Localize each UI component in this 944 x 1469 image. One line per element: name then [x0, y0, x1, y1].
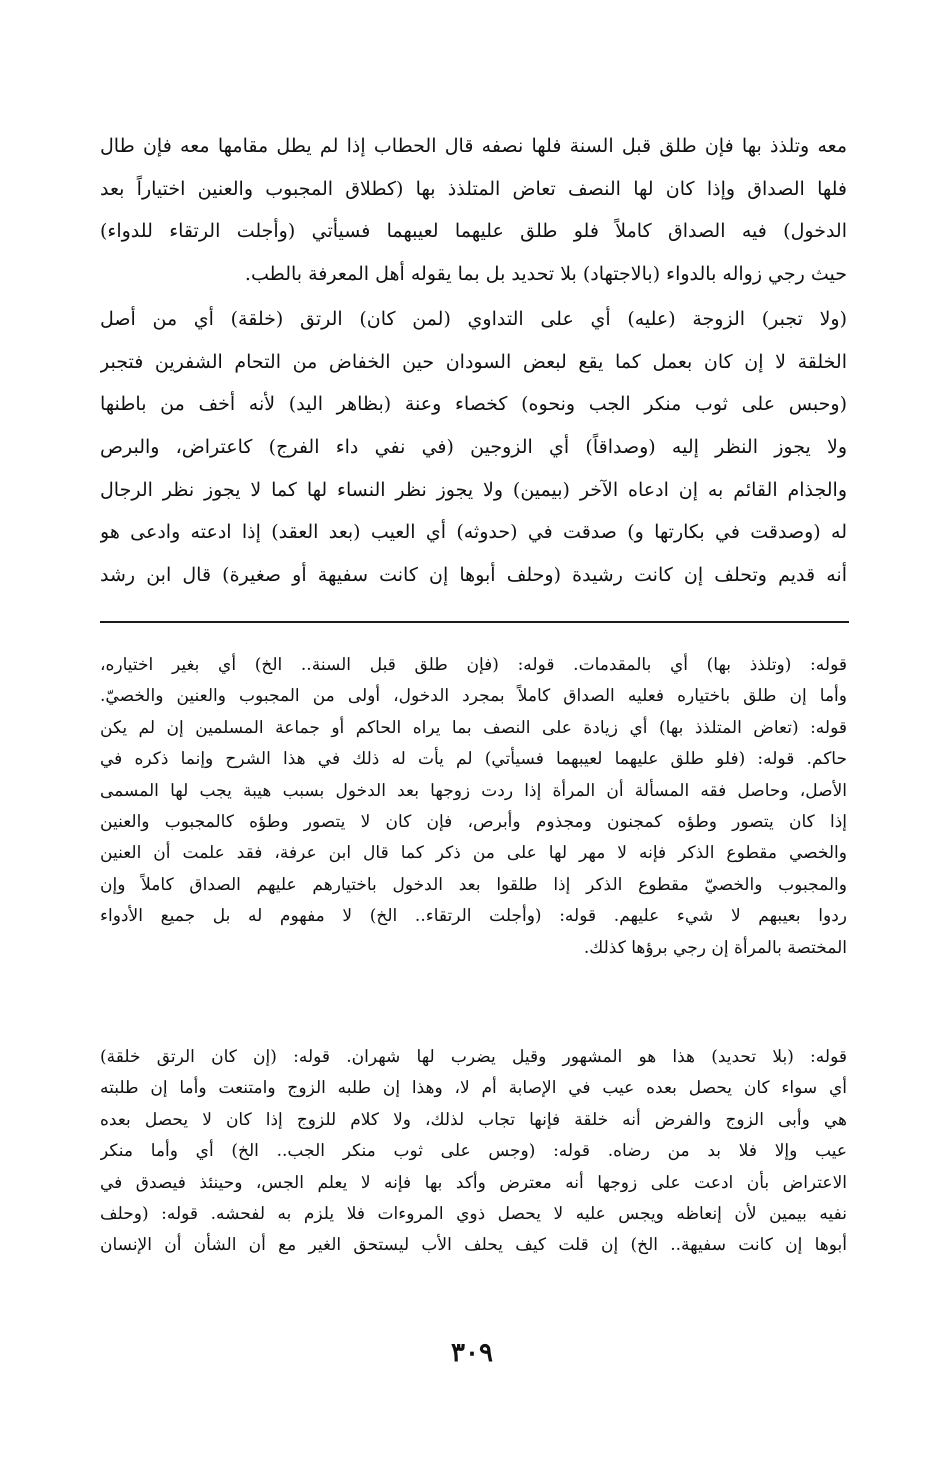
footnote-line: المختصة بالمرأة إن رجي برؤها كذلك.	[583, 937, 847, 958]
footnote-line: أبوها إن كانت سفيهة.. الخ) إن قلت كيف يحلف الأب ليستحق الغير مع أن الشأن أن الإنسان	[100, 1235, 847, 1256]
page-number: ٣٠٩	[451, 1338, 493, 1368]
text-line: والجذام القائم به إن ادعاه الآخر (بيمين) ولا يجوز نظر النساء لها كما لا يجوز نظر الرجال	[100, 478, 847, 501]
footnote-line: عيب وإلا فلا بد من رضاه. قوله: (وجس على ثوب منكر الجب.. الخ) أي وأما منكر	[100, 1141, 847, 1162]
footnote-line: الاعتراض بأن ادعت على زوجها أنه معترض وأكد بها فإنه لا يعلم الجس، وحينئذ فيصدق في	[100, 1172, 847, 1193]
footnote-line: والخصي مقطوع الذكر فإنه لا مهر لها على من ذكر كما قال ابن عرفة، فقد علمت أن العنين	[100, 843, 847, 864]
footnote-divider	[100, 621, 849, 623]
footnote-line: حاكم. قوله: (فلو طلق عليهما لعيبهما فسيأتي) لم يأت له ذلك في هذا الشرح وإنما ذكره في	[100, 749, 847, 770]
text-line: (ولا تجبر) الزوجة (عليه) أي على التداوي (لمن كان) الرتق (خلقة) أي من أصل	[100, 308, 847, 330]
main-text-paragraph-1	[100, 125, 847, 296]
text-line: الخلقة لا إن كان بعمل كما يقع لبعض السودان حين الخفاض من التحام الشفرين فتجبر	[100, 350, 847, 373]
footnote-line: والمجبوب والخصيّ مقطوع الذكر إذا طلقوا بعد الدخول باختيارهم عليهم الصداق كاملاً وإن	[100, 874, 847, 895]
footnote-line: قوله: (بلا تحديد) هذا هو المشهور وقيل يضرب لها شهران. قوله: (إن كان الرتق خلقة)	[100, 1047, 847, 1067]
text-line: ولا يجوز النظر إليه (وصداقاً) أي الزوجين (في نفي داء الفرج) كاعتراض، والبرص	[100, 436, 847, 459]
footnote-2	[100, 1042, 847, 1262]
text-line: فلها الصداق وإذا كان لها النصف تعاض المتلذذ بها (كطلاق المجبوب والعنين اختياراً بعد	[100, 177, 847, 200]
text-line: أنه قديم وتحلف إن كانت رشيدة (وحلف أبوها إن كانت سفيهة أو صغيرة) قال ابن رشد	[100, 564, 847, 587]
footnote-1	[100, 650, 847, 964]
footnote-line: الأصل، وحاصل فقه المسألة أن المرأة إذا ردت زوجها بعد الدخول بسبب هيبة يجب لها المسمى	[100, 780, 847, 801]
main-text-paragraph-2	[100, 298, 847, 597]
text-line: معه وتلذذ بها فإن طلق قبل السنة فلها نصفه قال الحطاب إذا لم يطل مقامها معه فإن طال	[100, 135, 847, 157]
footnote-line: وأما إن طلق باختياره فعليه الصداق كاملاً بمجرد الدخول، أولى من المجبوب والعنين والخصيّ.	[100, 686, 847, 707]
footnote-line: أي سواء كان يحصل بعده عيب في الإصابة أم لا، وهذا إن طلبه الزوج وامتنعت وأما إن طلبته	[100, 1078, 847, 1099]
text-line: حيث رجي زواله بالدواء (بالاجتهاد) بلا تحديد بل بما يقوله أهل المعرفة بالطب.	[244, 263, 847, 286]
footnote-line: قوله: (وتلذذ بها) أي بالمقدمات. قوله: (فإن طلق قبل السنة.. الخ) أي بغير اختياره،	[100, 655, 847, 675]
text-line: الدخول) فيه الصداق كاملاً فلو طلق عليهما لعيبهما فسيأتي (وأجلت الرتقاء للدواء)	[100, 220, 847, 243]
footnote-line: قوله: (تعاض المتلذذ بها) أي زيادة على النصف بما يراه الحاكم أو جماعة المسلمين إن لم يكن	[100, 717, 847, 738]
footnote-line: هي وأبى الزوج والفرض أنه خلقة فإنها تجاب لذلك، ولا كلام للزوج إذا كان لا يحصل بعده	[100, 1109, 847, 1130]
footnote-line: ردوا بعيبهم لا شيء عليهم. قوله: (وأجلت الرتقاء.. الخ) لا مفهوم له بل جميع الأدواء	[100, 906, 847, 927]
text-line: (وحبس على ثوب منكر الجب ونحوه) كخصاء وعنة (بظاهر اليد) لأنه أخف من باطنها	[100, 393, 847, 416]
footnote-line: نفيه بيمين لأن إنعاظه ويجس عليه لا يحصل ذوي المروءات فلا يلزم به لفحشه. قوله: (وحلف	[100, 1203, 847, 1224]
text-line: له (وصدقت في بكارتها و) صدقت في (حدوثه) أي العيب (بعد العقد) إذا ادعته وادعى هو	[100, 521, 847, 544]
footnote-line: إذا كان يتصور وطؤه كمجنون ومجذوم وأبرص، فإن كان لا يتصور وطؤه كالمجبوب والعنين	[100, 811, 847, 832]
